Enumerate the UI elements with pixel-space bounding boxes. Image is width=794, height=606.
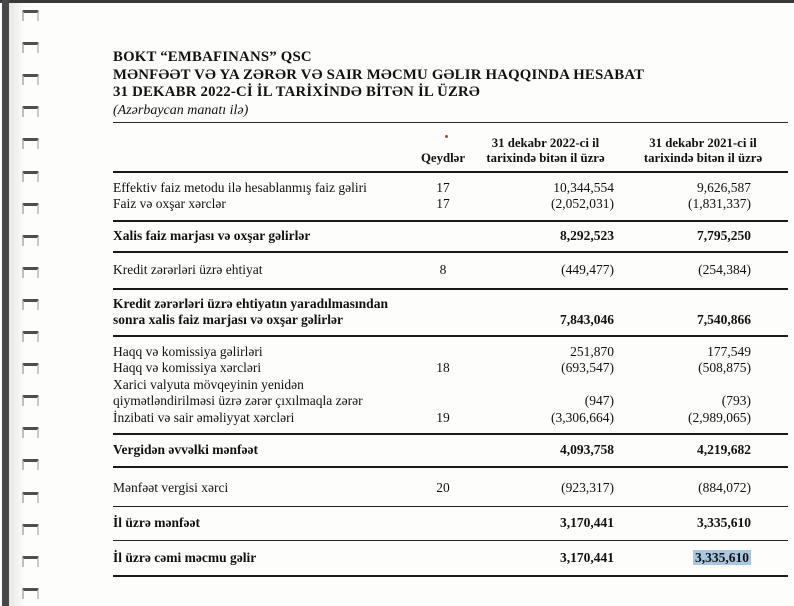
value-2021: (884,072) [698,479,751,495]
row-label: Haqq və komissiya xərcləri [113,360,262,375]
note-reference: 19 [436,409,450,425]
value-2022: 10,344,554 [553,179,614,195]
header-year-2021 [618,136,788,167]
value-2022: 3,170,441 [560,515,614,530]
header-2022-line1: 31 dekabr 2022-ci il [491,135,600,150]
row-label: Mənfəət vergisi xərci [113,479,229,495]
binding-mark [22,556,39,567]
table-section [113,541,788,576]
document-body [113,49,788,577]
header-2022-line2: tarixində bitən il üzrə [486,151,605,165]
table-row [113,262,788,279]
binding-mark [22,106,39,117]
row-label: Kredit zərərləri üzrə ehtiyatın yaradılmasından sonra xalis faiz marjası və oxşar gəlirlər [113,295,388,327]
table-row [113,550,788,567]
horizontal-rule [113,575,788,577]
value-2021: 177,549 [707,343,751,359]
table-row [113,377,788,410]
value-2021: 7,540,866 [697,312,751,327]
binding-mark [22,588,39,599]
value-2022: 7,843,046 [560,312,614,327]
period-line: 31 DEKABR 2022-Cİ İL TARİXİNDƏ BİTƏN İL ÜZRƏ [113,84,481,100]
table-section [113,337,788,434]
binding-mark [22,395,39,406]
row-label: Faiz və oxşar xərclər [113,196,226,211]
value-2022: 3,170,441 [560,549,614,565]
note-reference: 18 [436,360,450,375]
table-row [113,442,788,459]
scan-left-edge [2,0,9,606]
note-reference: 8 [439,262,447,277]
row-label: Kredit zərərləri üzrə ehtiyat [113,262,263,277]
value-2021: 4,219,682 [697,442,751,457]
table-row [113,180,788,197]
header-2021-line1: 31 dekabr 2021-ci il [649,135,757,150]
table-row [113,344,788,361]
selected-value-highlight[interactable]: 3,335,610 [695,549,749,565]
value-2021: 3,335,610 [697,515,751,530]
value-2022: (2,052,031) [551,196,614,211]
binding-mark [22,74,39,85]
binding-mark [22,203,39,214]
header-year-2022 [473,136,618,167]
table-section [113,435,788,466]
currency-note: (Azərbaycan manatı ilə) [113,102,788,123]
value-2021: (508,875) [698,360,751,375]
binding-mark [22,235,39,246]
value-2022: (3,306,664) [551,409,614,425]
value-2021: 9,626,587 [697,179,751,195]
table-row [113,228,788,245]
value-2021: (793) [721,393,751,408]
row-label: İnzibati və sair əməliyyat xərcləri [113,409,295,425]
row-label: İl üzrə mənfəət [113,515,200,530]
scan-top-edge [0,0,794,3]
row-label: Effektiv faiz metodu ilə hesablanmış faiz gəliri [113,179,367,195]
note-reference: 17 [436,196,450,211]
binding-mark [22,363,39,374]
table-section [113,468,788,507]
statement-title: MƏNFƏƏT VƏ YA ZƏRƏR VƏ SAIR MƏCMU GƏLIR HAQQINDA HESABAT [113,66,645,83]
comb-binding [0,0,60,606]
value-2022: (947) [584,393,614,408]
table-body [113,173,788,578]
header-2021-line2: tarixində bitən il üzrə [643,151,763,165]
value-2022: (923,317) [561,479,614,495]
value-2022: (693,547) [561,360,614,375]
row-label: Vergidən əvvəlki mənfəət [113,442,258,457]
row-label: Xalis faiz marjası və oxşar gəlirlər [113,227,311,243]
binding-mark [22,299,39,310]
row-label: Haqq və komissiya gəlirləri [113,343,263,359]
binding-mark [22,42,39,53]
binding-mark [22,10,39,21]
table-row [113,196,788,213]
value-2021: (2,989,065) [688,409,751,425]
note-reference: 20 [436,479,450,495]
row-label: İl üzrə cəmi məcmu gəlir [113,549,257,565]
value-2021: (254,384) [698,262,751,277]
value-2021 [618,550,788,567]
table-section [113,253,788,288]
table-section [113,173,788,220]
binding-mark [22,138,39,149]
binding-mark [22,459,39,470]
value-2022: (449,477) [561,262,614,277]
row-label: Xarici valyuta mövqeyinin yenidən qiymətləndirilməsi üzrə zərər çıxılmaqla zərər [113,376,363,408]
header-notes: Qeydlər [420,151,466,165]
table-section [113,507,788,540]
table-row [113,480,788,497]
value-2021: 7,795,250 [697,227,751,243]
note-reference: 17 [436,179,450,195]
table-row [113,360,788,377]
table-row [113,515,788,532]
binding-mark [22,524,39,535]
company-name: BOKT “EMBAFINANS” QSC [113,49,312,65]
value-2021: (1,831,337) [688,196,751,211]
value-2022: 8,292,523 [560,227,614,243]
table-header-row [113,136,788,173]
binding-mark [22,427,39,438]
table-section [113,222,788,252]
value-2022: 251,870 [570,343,614,359]
binding-mark [22,492,39,503]
value-2022: 4,093,758 [560,442,614,457]
binding-mark [22,331,39,342]
binding-mark [22,171,39,182]
table-row [113,296,788,329]
table-row [113,410,788,427]
binding-mark [22,267,39,278]
table-section [113,290,788,335]
